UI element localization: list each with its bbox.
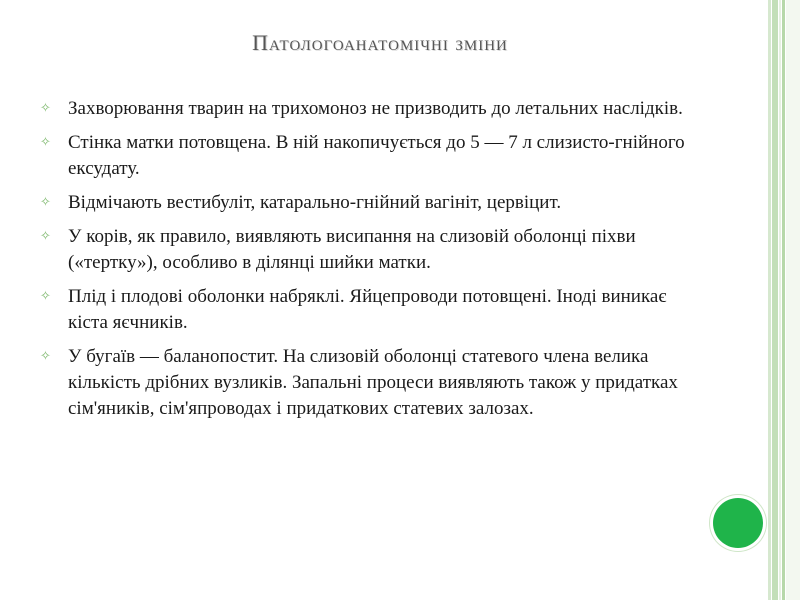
border-stripe bbox=[768, 0, 771, 600]
bullet-item bbox=[40, 190, 700, 216]
bullet-text: Відмічають вестибуліт, катарально-гнійний вагініт, цервіцит. bbox=[68, 192, 562, 213]
four-point-star-icon: ✧ bbox=[40, 289, 51, 304]
border-stripe bbox=[786, 0, 800, 600]
four-point-star-icon: ✧ bbox=[40, 101, 51, 116]
bullet-item bbox=[40, 224, 700, 276]
bullet-item bbox=[40, 130, 700, 182]
four-point-star-icon: ✧ bbox=[40, 195, 51, 210]
four-point-star-icon: ✧ bbox=[40, 349, 51, 364]
border-stripe bbox=[782, 0, 785, 600]
border-stripe bbox=[772, 0, 778, 600]
slide-title: Патологоанатомічні зміни bbox=[252, 30, 508, 55]
bullet-item bbox=[40, 284, 700, 336]
bullet-text: Плід і плодові оболонки набряклі. Яйцепроводи потовщені. Іноді виникає кіста яєчників. bbox=[68, 286, 667, 333]
bullet-item bbox=[40, 344, 700, 422]
bullet-text: У корів, як правило, виявляють висипання на слизовій оболонці піхви («тертку»), особливо в ділянці шийки матки. bbox=[68, 226, 636, 273]
bullet-text: Захворювання тварин на трихомоноз не призводить до летальних наслідків. bbox=[68, 98, 683, 119]
bullet-list bbox=[40, 96, 700, 430]
bullet-item bbox=[40, 96, 700, 122]
four-point-star-icon: ✧ bbox=[40, 229, 51, 244]
border-stripe bbox=[779, 0, 781, 600]
bullet-text: Стінка матки потовщена. В ній накопичується до 5 — 7 л слизисто-гнійного ексудату. bbox=[68, 132, 685, 179]
four-point-star-icon: ✧ bbox=[40, 135, 51, 150]
decorative-green-circle bbox=[713, 498, 763, 548]
bullet-text: У бугаїв — баланопостит. На слизовій оболонці статевого члена велика кількість дрібних вузликів. Запальні процеси виявляють також у придатках сім'яників, сім'япроводах і придаткових статевих залозах. bbox=[68, 346, 678, 419]
